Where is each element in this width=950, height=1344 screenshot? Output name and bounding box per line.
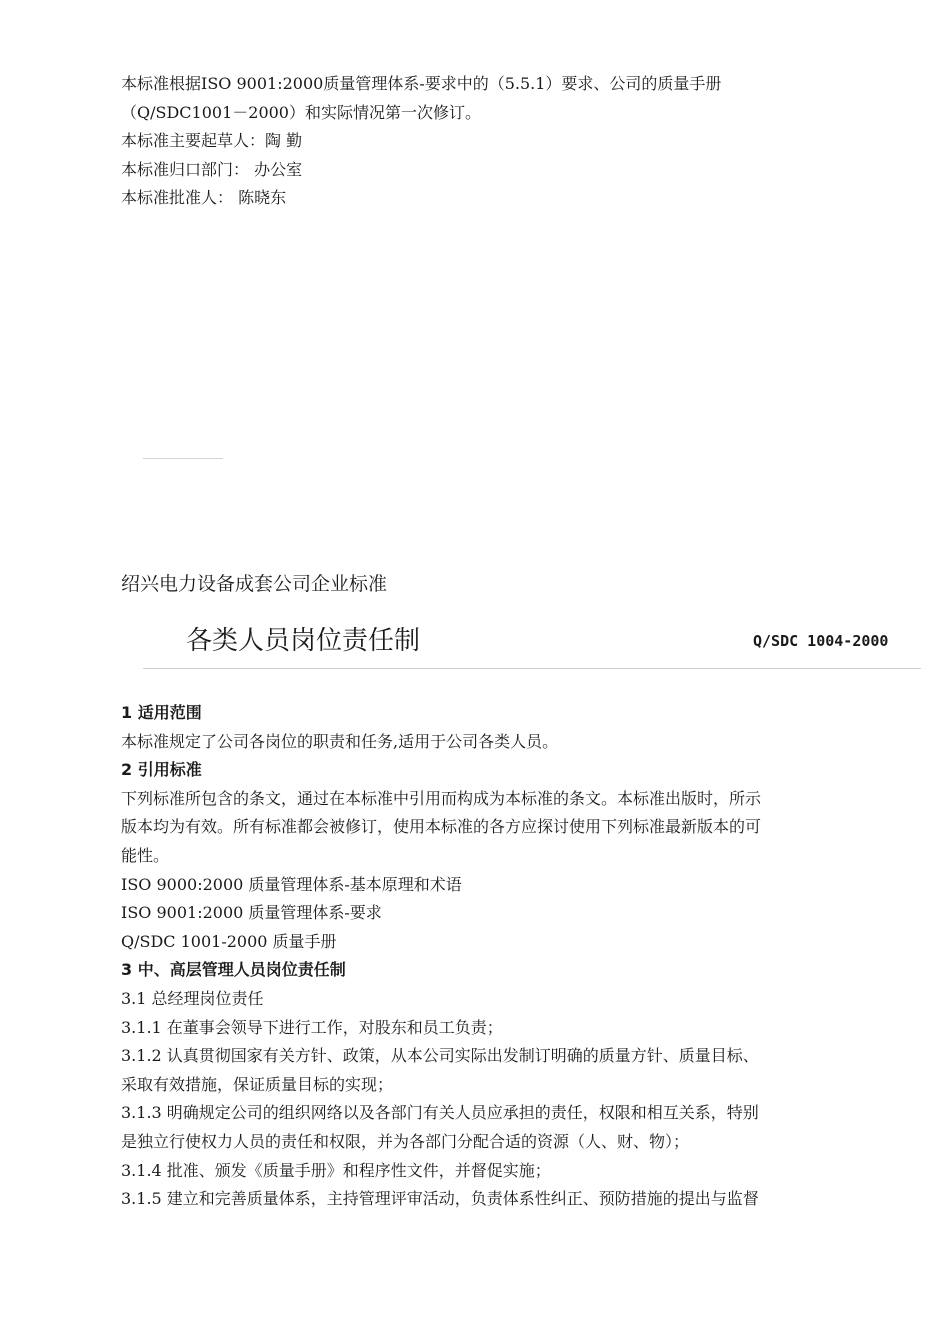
body-line: 3.1.3 明确规定公司的组织网络以及各部门有关人员应承担的责任，权限和相互关系，特别 — [121, 1103, 759, 1123]
body-line: 3.1.1 在董事会领导下进行工作，对股东和员工负责； — [121, 1017, 503, 1037]
body-line: Q/SDC 1001-2000 质量手册 — [121, 931, 337, 951]
section-heading: 1 适用范围 — [121, 703, 202, 722]
body-line: 3.1 总经理岗位责任 — [121, 988, 264, 1008]
body-line: 3.1.4 批准、颁发《质量手册》和程序性文件，并督促实施； — [121, 1160, 551, 1180]
body-line: 是独立行使权力人员的责任和权限，并为各部门分配合适的资源（人、财、物）； — [121, 1131, 690, 1151]
intro-line: （Q/SDC1001－2000）和实际情况第一次修订。 — [121, 102, 481, 122]
body-line: 能性。 — [121, 845, 170, 865]
body-text — [121, 699, 901, 1214]
intro-block — [121, 70, 721, 213]
body-line: 3.1.2 认真贯彻国家有关方针、政策，从本公司实际出发制订明确的质量方针、质量目标、 — [121, 1046, 759, 1066]
intro-line: 本标准主要起草人：陶 勤 — [121, 131, 303, 151]
body-line: 下列标准所包含的条文，通过在本标准中引用而构成为本标准的条文。本标准出版时，所示 — [121, 788, 762, 808]
body-line: ISO 9001:2000 质量管理体系-要求 — [121, 903, 382, 923]
title-divider — [143, 668, 921, 669]
company-standard-name: 绍兴电力设备成套公司企业标准 — [121, 573, 388, 595]
short-divider — [143, 458, 223, 459]
document-title: 各类人员岗位责任制 — [186, 626, 421, 656]
body-line: 采取有效措施，保证质量目标的实现； — [121, 1074, 394, 1094]
body-line: 3.1.5 建立和完善质量体系，主持管理评审活动，负责体系性纠正、预防措施的提出与监督 — [121, 1189, 759, 1209]
body-line: 本标准规定了公司各岗位的职责和任务,适用于公司各类人员。 — [121, 731, 559, 751]
section-heading: 2 引用标准 — [121, 760, 202, 780]
intro-line: 本标准归口部门： 办公室 — [121, 159, 303, 179]
intro-line: 本标准批准人： 陈晓东 — [121, 188, 287, 208]
section-heading: 3 中、高层管理人员岗位责任制 — [121, 960, 346, 980]
intro-line: 本标准根据ISO 9001:2000质量管理体系-要求中的（5.5.1）要求、公司的质量手册 — [121, 74, 722, 93]
document-code: Q/SDC 1004-2000 — [753, 632, 889, 650]
body-line: 版本均为有效。所有标准都会被修订，使用本标准的各方应探讨使用下列标准最新版本的可 — [121, 817, 762, 837]
body-line: ISO 9000:2000 质量管理体系-基本原理和术语 — [121, 874, 462, 894]
